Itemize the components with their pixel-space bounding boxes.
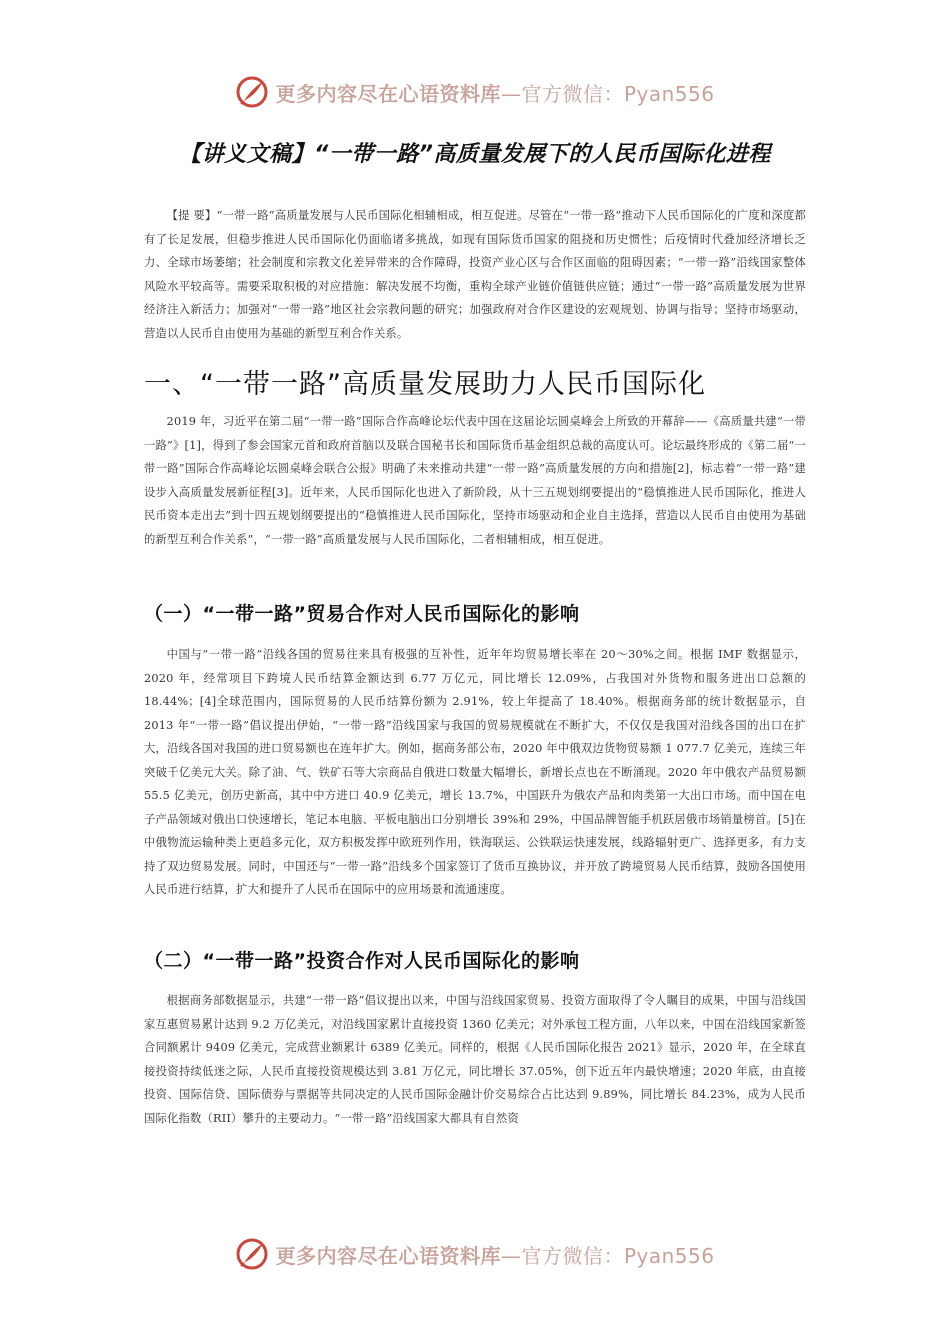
subsection-2-paragraph: 根据商务部数据显示，共建“一带一路”倡议提出以来，中国与沿线国家贸易、投资方面取得了令人瞩目的成果，中国与沿线国家互惠贸易累计达到 9.2 万亿美元，对沿线国家累计直接投资 1360 亿美元；对外承包工程方面，八年以来，中国在沿线国家新签合同额累计 9409 亿美元，完成营业额累计 6389 亿美元。同样的，根据《人民币国际化报告 2021》显示，2020 年，在全球直接投资持续低迷之际，人民币直接投资规模达到 3.81 万亿元，同比增长 37.05%，创下近五年内最快增速；2020 年底，由直接投资、国际信贷、国际债券与票据等共同决定的人民币国际金融计价交易综合占比达到 9.89%，同比增长 84.23%，成为人民币国际化指数（RII）攀升的主要动力。“一带一路”沿线国家大都具有自然资 [144,994,806,1125]
subsection-2-heading: （二）“一带一路”投资合作对人民币国际化的影响 [144,950,580,972]
banner-text [275,1240,714,1269]
banner-text-rest: —官方微信：Pyan556 [500,81,715,106]
banner-text-main: 更多内容尽在心语资料库 [275,1243,501,1268]
banner-text-rest: —官方微信：Pyan556 [500,1243,715,1268]
abstract-paragraph: 【提 要】“一带一路”高质量发展与人民币国际化相辅相成，相互促进。尽管在“一带一路”推动下人民币国际化的广度和深度都有了长足发展，但稳步推进人民币国际化仍面临诸多挑战，如现有国际货币国家的阻挠和历史惯性；后疫情时代叠加经济增长乏力、全球市场萎缩；社会制度和宗教文化差异带来的合作障碍，投资产业心区与合作区面临的阻碍因素；“一带一路”沿线国家整体风险水平较高等。需要采取积极的对应措施：解决发展不均衡，重构全球产业链价值链供应链；通过“一带一路”高质量发展为世界经济注入新活力；加强对“一带一路”地区社会宗教问题的研究；加强政府对合作区建设的宏观规划、协调与指导；坚持市场驱动，营造以人民币自由使用为基础的新型互利合作关系。 [144,209,806,340]
quill-pen-logo-icon [235,1237,269,1271]
document-title: 【讲义文稿】“一带一路”高质量发展下的人民币国际化进程 [179,142,771,167]
section-1-heading: 一、“一带一路”高质量发展助力人民币国际化 [144,369,706,400]
top-banner [0,72,950,112]
bottom-banner [0,1234,950,1274]
quill-pen-logo-icon [235,75,269,109]
subsection-1-heading: （一）“一带一路”贸易合作对人民币国际化的影响 [144,603,580,625]
banner-text-main: 更多内容尽在心语资料库 [275,81,501,106]
subsection-1-paragraph: 中国与“一带一路”沿线各国的贸易往来具有极强的互补性，近年年均贸易增长率在 20～30%之间。根据 IMF 数据显示，2020 年，经常项目下跨境人民币结算金额达到 6.77 万亿元，同比增长 12.09%，占我国对外货物和服务进出口总额的 18.44%；[4]全球范围内，国际贸易的人民币结算份额为 2.91%，较上年提高了 18.40%。根据商务部的统计数据显示，自 2013 年“一带一路”倡议提出伊始，“一带一路”沿线国家与我国的贸易规模就在不断扩大，不仅仅是我国对沿线各国的出口在扩大，沿线各国对我国的进口贸易额也在连年扩大。例如，据商务部公布，2020 年中俄双边货物贸易额 1 077.7 亿美元，连续三年突破千亿美元大关。除了油、气、铁矿石等大宗商品自俄进口数量大幅增长，新增长点也在不断涌现。2020 年中俄农产品贸易额 55.5 亿美元，创历史新高，其中中方进口 40.9 亿美元，增长 13.7%，中国跃升为俄农产品和肉类第一大出口市场。而中国在电子产品领域对俄出口快速增长，笔记本电脑、平板电脑出口分别增长 39%和 29%，中国品牌智能手机跃居俄市场销量榜首。[5]在中俄物流运输种类上更趋多元化，双方积极发挥中欧班列作用，铁海联运、公铁联运快速发展，线路辐射更广、选择更多，有力支持了双边贸易发展。同时，中国还与“一带一路”沿线多个国家签订了货币互换协议，并开放了跨境贸易人民币结算，鼓励各国使用人民币进行结算，扩大和提升了人民币在国际中的应用场景和流通速度。 [144,648,806,896]
section-1-paragraph: 2019 年，习近平在第二届“一带一路”国际合作高峰论坛代表中国在这届论坛圆桌峰会上所致的开幕辞——《高质量共建“一带一路”》[1]，得到了参会国家元首和政府首脑以及联合国秘书长和国际货币基金组织总裁的高度认可。论坛最终形成的《第二届“一带一路”国际合作高峰论坛圆桌峰会联合公报》明确了未来推动共建“一带一路”高质量发展的方向和措施[2]，标志着“一带一路”建设步入高质量发展新征程[3]。近年来，人民币国际化也进入了新阶段，从十三五规划纲要提出的“稳慎推进人民币国际化，推进人民币资本走出去”到十四五规划纲要提出的“稳慎推进人民币国际化，坚持市场驱动和企业自主选择，营造以人民币自由使用为基础的新型互利合作关系”，“一带一路”高质量发展与人民币国际化，二者相辅相成，相互促进。 [144,415,806,546]
banner-text [275,78,714,107]
